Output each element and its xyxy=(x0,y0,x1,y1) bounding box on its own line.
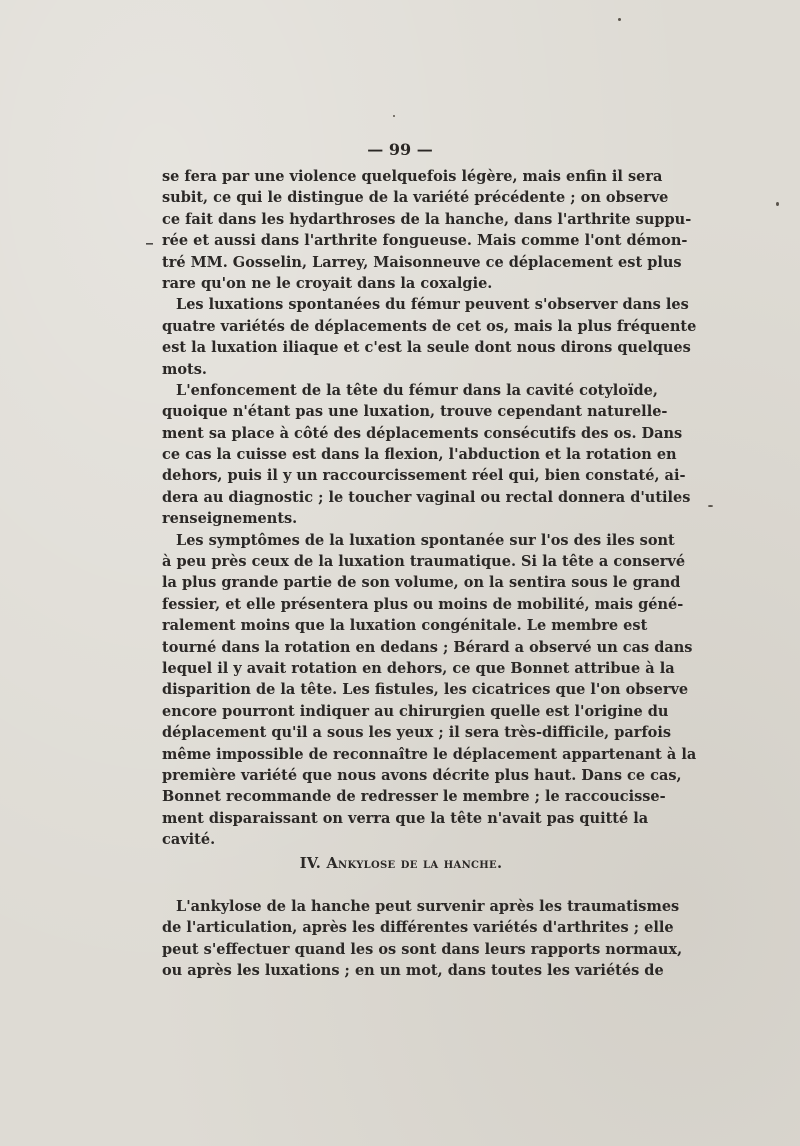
paragraph xyxy=(162,380,691,530)
text-line: peut s'effectuer quand les os sont dans leurs rapports normaux, xyxy=(162,940,683,958)
text-line: ment sa place à côté des déplacements consécutifs des os. Dans xyxy=(162,424,683,442)
text-line: fessier, et elle présentera plus ou moins de mobilité, mais géné- xyxy=(162,595,684,613)
text-line: Les luxations spontanées du fémur peuvent s'observer dans les xyxy=(176,296,689,314)
text-line: L'ankylose de la hanche peut survenir après les traumatismes xyxy=(176,897,680,915)
text-line: la plus grande partie de son volume, on la sentira sous le grand xyxy=(162,574,681,592)
text-line: disparition de la tête. Les fistules, les cicatrices que l'on observe xyxy=(162,681,689,699)
text-line: rare qu'on ne le croyait dans la coxalgie. xyxy=(162,274,493,292)
text-line: tré MM. Gosselin, Larrey, Maisonneuve ce déplacement est plus xyxy=(162,253,682,271)
paragraph xyxy=(162,896,683,982)
text-line: dera au diagnostic ; le toucher vaginal ou rectal donnera d'utiles xyxy=(162,488,691,506)
paragraph xyxy=(162,530,697,851)
text-line: de l'articulation, après les différentes variétés d'arthrites ; elle xyxy=(162,919,674,937)
text-line: est la luxation iliaque et c'est la seule dont nous dirons quelques xyxy=(162,339,691,357)
text-line: déplacement qu'il a sous les yeux ; il sera très-difficile, parfois xyxy=(162,724,672,742)
text-line: première variété que nous avons décrite plus haut. Dans ce cas, xyxy=(162,766,682,784)
text-line: ment disparaissant on verra que la tête n'avait pas quitté la xyxy=(162,809,649,827)
page-number: — 99 — xyxy=(367,140,433,159)
text-line: Les symptômes de la luxation spontanée sur l'os des iles sont xyxy=(176,531,675,549)
text-line: dehors, puis il y un raccourcissement réel qui, bien constaté, ai- xyxy=(162,467,686,485)
paragraph xyxy=(162,294,697,380)
text-line: subit, ce qui le distingue de la variété précédente ; on observe xyxy=(162,189,669,207)
text-line: encore pourront indiquer au chirurgien quelle est l'origine du xyxy=(162,702,669,720)
section-heading: IV. Ankylose de la hanche. xyxy=(299,854,503,872)
text-line: ou après les luxations ; en un mot, dans toutes les variétés de xyxy=(162,962,664,980)
text-line: rée et aussi dans l'arthrite fongueuse. Mais comme l'ont démon- xyxy=(162,232,688,250)
text-line: L'enfoncement de la tête du fémur dans la cavité cotyloïde, xyxy=(176,381,658,399)
text-line: mots. xyxy=(162,360,207,378)
text-line: lequel il y avait rotation en dehors, ce que Bonnet attribue à la xyxy=(162,659,675,677)
text-line: quoique n'étant pas une luxation, trouve cependant naturelle- xyxy=(162,403,668,421)
body-text xyxy=(162,166,697,981)
paper-speck xyxy=(393,115,395,117)
text-line: à peu près ceux de la luxation traumatique. Si la tête a conservé xyxy=(162,553,686,571)
text-line: ce fait dans les hydarthroses de la hanche, dans l'arthrite suppu- xyxy=(162,210,692,228)
text-line: tourné dans la rotation en dedans ; Bérard a observé un cas dans xyxy=(162,638,693,656)
text-line: se fera par une violence quelquefois légère, mais enfin il sera xyxy=(162,168,663,185)
paper-speck xyxy=(708,505,713,507)
text-line: ce cas la cuisse est dans la flexion, l'abduction et la rotation en xyxy=(162,446,677,464)
paragraph xyxy=(162,166,692,294)
margin-mark: _ xyxy=(146,229,153,245)
text-line: cavité. xyxy=(162,831,216,849)
paper-speck xyxy=(776,202,779,206)
text-line: même impossible de reconnaître le déplacement appartenant à la xyxy=(162,745,697,763)
paper-speck xyxy=(618,18,621,21)
text-line: quatre variétés de déplacements de cet os, mais la plus fréquente xyxy=(162,317,697,335)
text-line: Bonnet recommande de redresser le membre ; le raccoucisse- xyxy=(162,788,666,806)
spacer xyxy=(162,874,640,896)
text-line: renseignements. xyxy=(162,510,298,528)
text-line: ralement moins que la luxation congénitale. Le membre est xyxy=(162,617,648,635)
